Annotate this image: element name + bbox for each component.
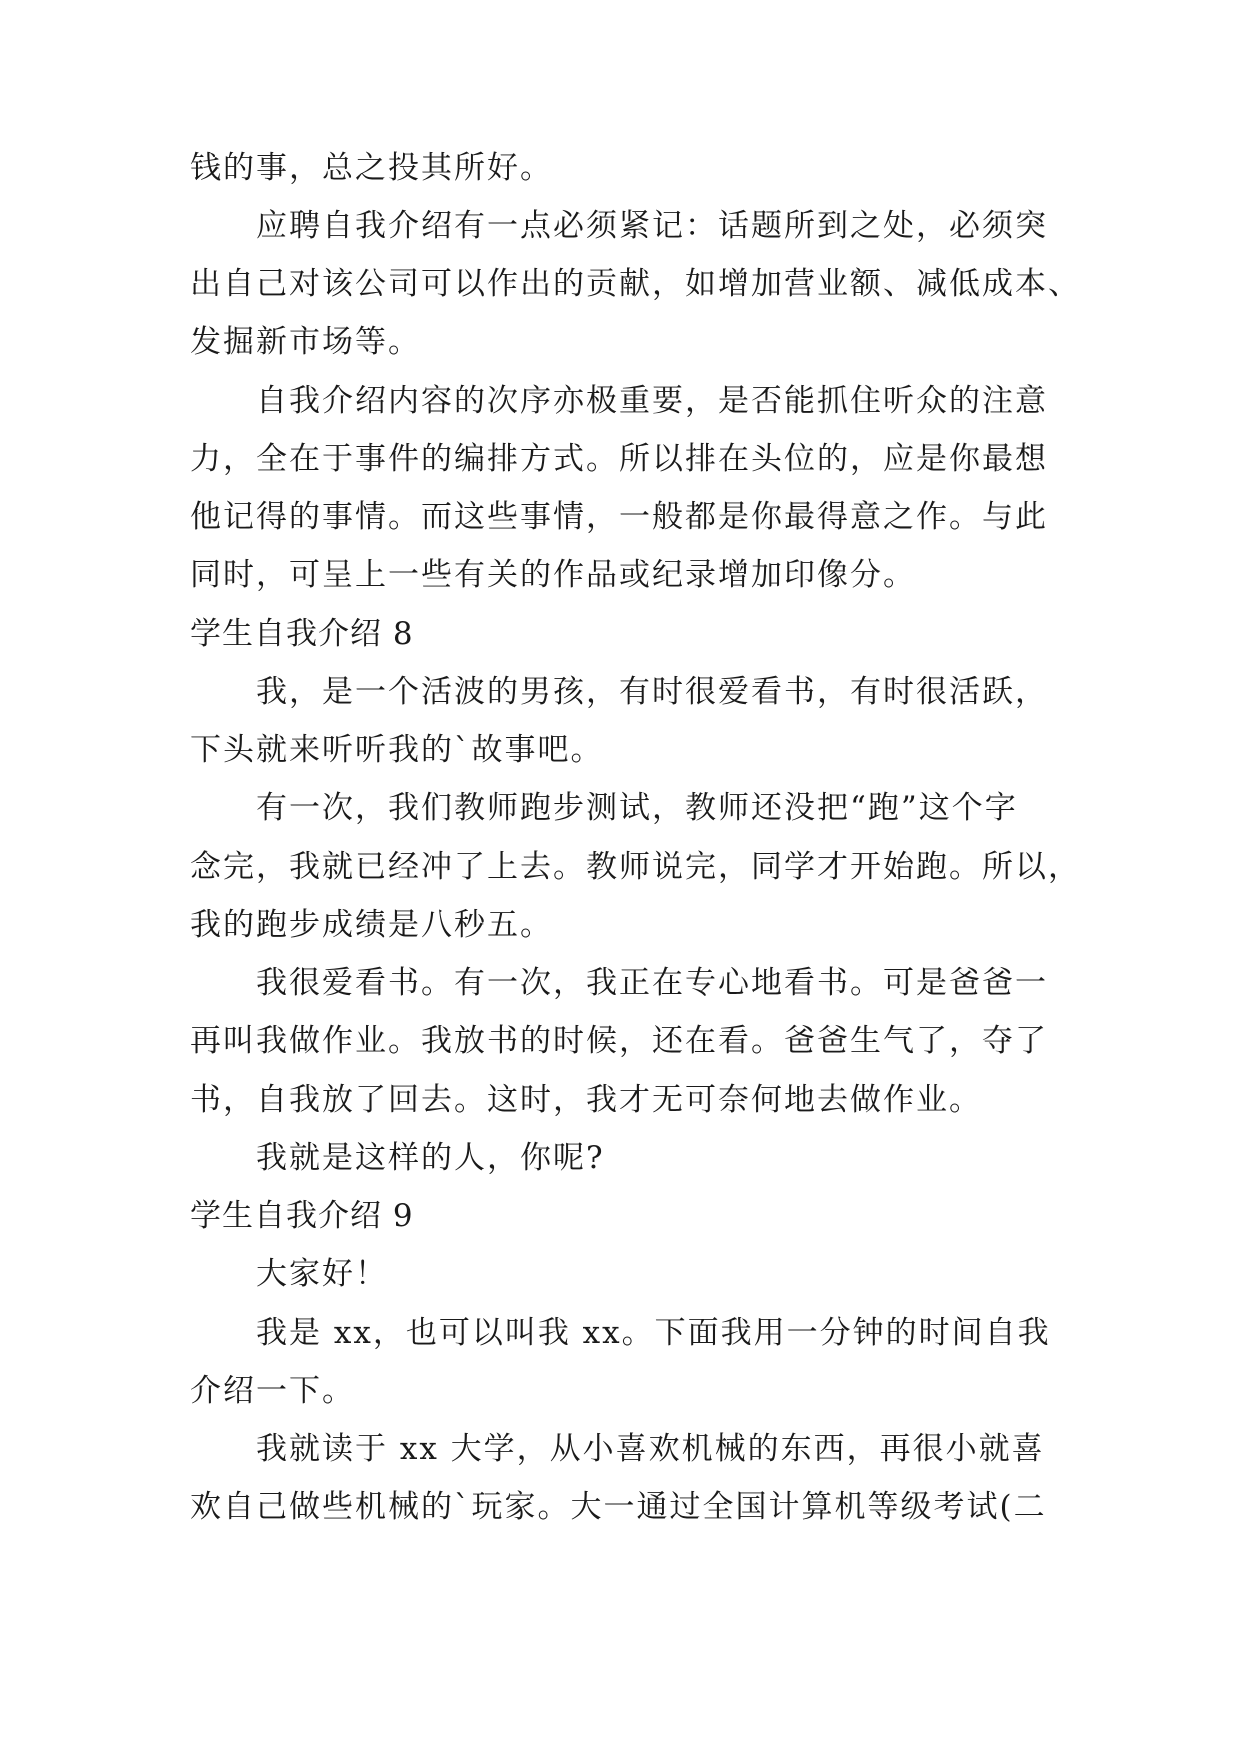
section-heading: 学生自我介绍 8 <box>190 616 414 652</box>
text-line: 书，自我放了回去。这时，我才无可奈何地去做作业。 <box>190 1082 982 1118</box>
text-line: 大家好！ <box>256 1256 388 1292</box>
text-line: 下头就来听听我的`故事吧。 <box>190 732 604 768</box>
text-line: 我，是一个活波的男孩，有时很爱看书，有时很活跃， <box>256 674 1048 710</box>
text-line: 应聘自我介绍有一点必须紧记：话题所到之处，必须突 <box>256 208 1048 244</box>
text-line: 同时，可呈上一些有关的作品或纪录增加印像分。 <box>190 557 916 593</box>
text-line: 我很爱看书。有一次，我正在专心地看书。可是爸爸一 <box>256 965 1048 1001</box>
text-line: 我就是这样的人，你呢? <box>256 1140 605 1176</box>
text-line: 介绍一下。 <box>190 1373 355 1409</box>
text-line: 自我介绍内容的次序亦极重要，是否能抓住听众的注意 <box>256 383 1048 419</box>
text-line: 欢自己做些机械的`玩家。大一通过全国计算机等级考试(二 <box>190 1489 1047 1525</box>
text-line: 我是 xx，也可以叫我 xx。下面我用一分钟的时间自我 <box>256 1315 1051 1351</box>
text-line: 发掘新市场等。 <box>190 324 421 360</box>
text-line: 念完，我就已经冲了上去。教师说完，同学才开始跑。所以， <box>190 849 1081 885</box>
text-line: 我就读于 xx 大学，从小喜欢机械的东西，再很小就喜 <box>256 1431 1045 1467</box>
text-line: 再叫我做作业。我放书的时候，还在看。爸爸生气了，夺了 <box>190 1023 1048 1059</box>
text-line: 我的跑步成绩是八秒五。 <box>190 907 553 943</box>
section-heading: 学生自我介绍 9 <box>190 1198 414 1234</box>
text-line: 力，全在于事件的编排方式。所以排在头位的，应是你最想 <box>190 441 1048 477</box>
text-line: 钱的事，总之投其所好。 <box>190 150 553 186</box>
text-line: 有一次，我们教师跑步测试，教师还没把“跑”这个字 <box>256 790 1018 826</box>
text-line: 出自己对该公司可以作出的贡献，如增加营业额、减低成本、 <box>190 266 1081 302</box>
text-line: 他记得的事情。而这些事情，一般都是你最得意之作。与此 <box>190 499 1048 535</box>
